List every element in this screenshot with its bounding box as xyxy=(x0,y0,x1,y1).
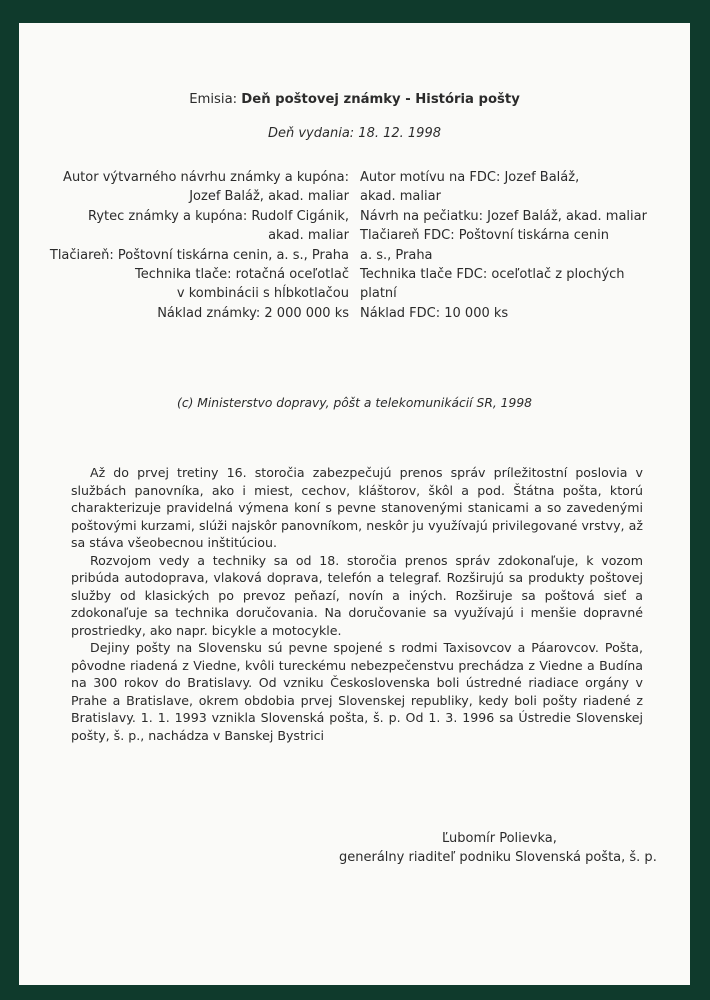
copyright-notice: (c) Ministerstvo dopravy, pôšt a telekomunikácií SR, 1998 xyxy=(177,396,532,410)
credit-line: Tlačiareň FDC: Poštovní tiskárna cenin xyxy=(360,228,610,244)
credit-line: Technika tlače: rotačná oceľotlač xyxy=(134,267,349,283)
signature-title: generálny riaditeľ podniku Slovenská pošta, š. p. xyxy=(339,850,657,865)
document-sheet xyxy=(19,23,690,985)
credit-line: Náklad známky: 2 000 000 ks xyxy=(157,305,349,321)
history-text xyxy=(71,464,643,744)
signature-name: Ľubomír Polievka, xyxy=(442,831,557,846)
emission-label: Emisia: xyxy=(189,92,238,107)
credit-line: Autor výtvarného návrhu známky a kupóna: xyxy=(63,170,349,185)
credit-line: Technika tlače FDC: oceľotlač z plochých xyxy=(360,267,625,283)
credit-line: platní xyxy=(360,286,397,302)
paragraph: Rozvojom vedy a techniky sa od 18. storočia prenos správ zdokonaľuje, k vozom pribúda autodoprava, vlaková doprava, telefón a telegraf. Rozširujú sa produkty poštovej služby od klasických po prevoz peňazí, novín a iných. Rozširuje sa poštová sieť a zdokonaľuje sa technika doručovania. Na doručovanie sa využívajú i menšie dopravné prostriedky, ako napr. bicykle a motocykle. xyxy=(71,552,643,638)
credit-line: Jozef Baláž, akad. maliar xyxy=(189,189,349,205)
emission-name: Deň poštovej známky - História pošty xyxy=(241,92,520,107)
credit-line: Návrh na pečiatku: Jozef Baláž, akad. maliar xyxy=(360,208,647,224)
paragraph: Až do prvej tretiny 16. storočia zabezpečujú prenos správ príležitostní poslovia v službách panovníka, ako i miest, cechov, kláštorov, škôl a pod. Štátna pošta, ktorú charakterizuje pravidelná výmena koní s pevne stanovenými stanicami a so zavedenými poštovými kurzami, slúži najskôr panovníkom, neskôr ju využívajú privilegované vrstvy, až sa stáva všeobecnou inštitúciou. xyxy=(71,465,643,550)
credit-line: v kombinácii s hĺbkotlačou xyxy=(176,286,349,302)
credit-line: a. s., Praha xyxy=(360,247,433,263)
credit-line: Tlačiareň: Poštovní tiskárna cenin, a. s., Praha xyxy=(49,247,349,263)
credit-line: akad. maliar xyxy=(360,189,441,205)
emission-title xyxy=(19,92,690,107)
stamp-credits xyxy=(50,168,349,323)
credit-line: Rytec známky a kupóna: Rudolf Cigánik, xyxy=(88,208,349,224)
credit-line: akad. maliar xyxy=(268,228,349,244)
paragraph: Dejiny pošty na Slovensku sú pevne spojené s rodmi Taxisovcov a Páarovcov. Pošta, pôvodne riadená z Viedne, kvôli tureckému nebezpečenstvu prechádza z Viedne a Budína na 300 rokov do Bratislavy. Od vzniku Československa boli ústredné riadiace orgány v Prahe a Bratislave, okrem obdobia prvej Slovenskej republiky, kedy boli pošty riadené z Bratislavy. 1. 1. 1993 vznikla Slovenská pošta, š. p. Od 1. 3. 1996 sa Ústredie Slovenskej pošty, š. p., nachádza v Banskej Bystrici xyxy=(71,640,643,743)
issue-date: Deň vydania: 18. 12. 1998 xyxy=(267,126,441,141)
credit-line: Náklad FDC: 10 000 ks xyxy=(360,305,509,321)
credit-line: Autor motívu na FDC: Jozef Baláž, xyxy=(360,170,580,185)
fdc-credits xyxy=(360,168,647,323)
